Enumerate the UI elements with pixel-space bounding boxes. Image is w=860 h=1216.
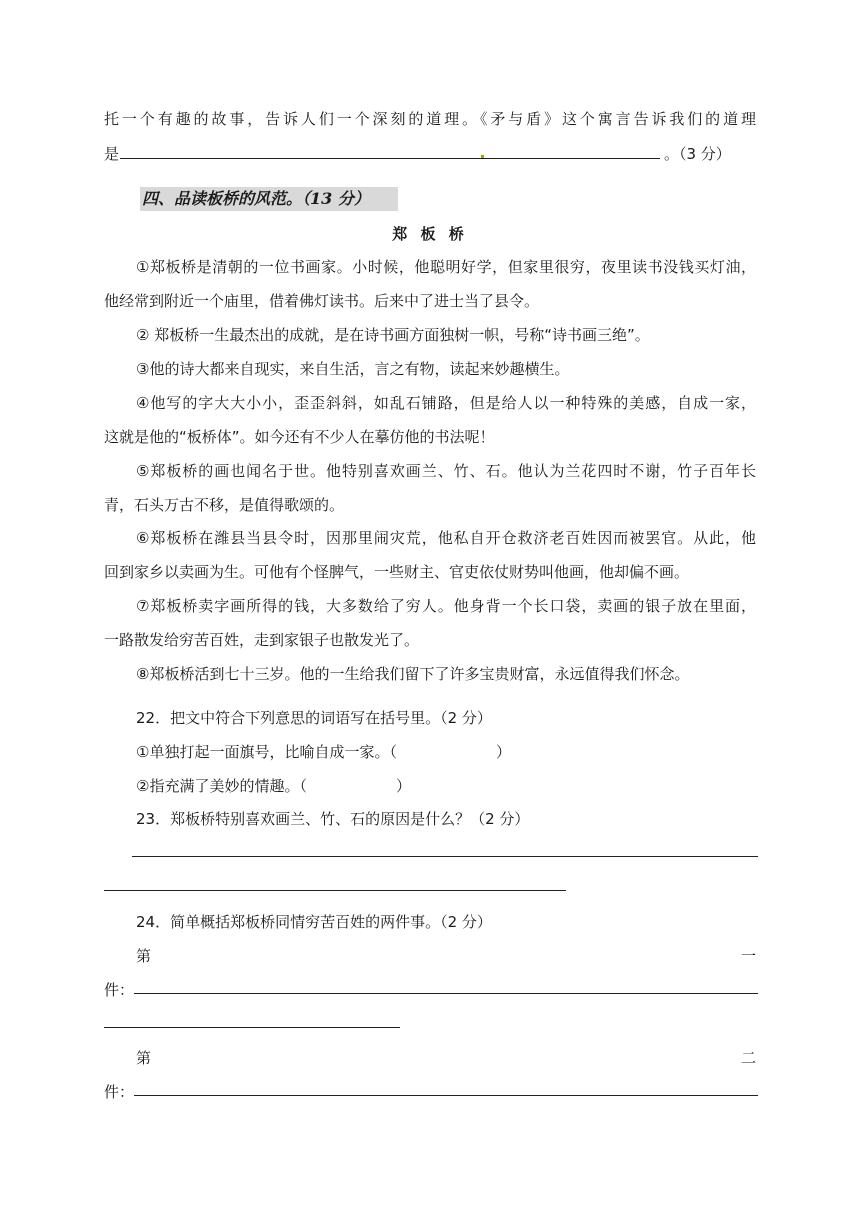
answer-box-22-a[interactable] xyxy=(428,740,494,764)
article-title: 郑 板 桥 xyxy=(392,225,468,243)
answer-line-23-a[interactable] xyxy=(132,856,758,857)
yellow-marker xyxy=(481,155,484,158)
intro-line-2-suffix: 。（3 分） xyxy=(664,145,731,163)
paragraph-5-line-1: ⑤郑板桥的画也闻名于世。他特别喜欢画兰、竹、石。他认为兰花四时不谢，竹子百年长 xyxy=(136,462,756,480)
question-22-a: ①单独打起一面旗号，比喻自成一家。（ xyxy=(136,743,397,761)
question-24-first-left: 第 xyxy=(136,947,152,965)
paragraph-6-line-1: ⑥郑板桥在潍县当县令时，因那里闹灾荒，他私自开仓救济老百姓因而被罢官。从此，他 xyxy=(136,529,756,547)
answer-line-24-first-a[interactable] xyxy=(134,993,758,994)
question-24-second-left: 第 xyxy=(136,1049,152,1067)
answer-line-23-b[interactable] xyxy=(104,890,566,891)
question-24-second-right: 二 xyxy=(741,1049,757,1067)
paragraph-4-line-2: 这就是他的“板桥体”。如今还有不少人在摹仿他的书法呢！ xyxy=(104,428,495,446)
question-24: 24．简单概括郑板桥同情穷苦百姓的两件事。（2 分） xyxy=(136,913,492,931)
intro-line-1: 托一个有趣的故事，告诉人们一个深刻的道理。《矛与盾》这个寓言告诉我们的道理 xyxy=(104,110,756,128)
question-24-first-label: 件： xyxy=(104,981,135,999)
paragraph-2: ② 郑板桥一生最杰出的成就，是在诗书画方面独树一帜，号称“诗书画三绝”。 xyxy=(136,326,650,344)
answer-line-24-first-b[interactable] xyxy=(104,1027,400,1028)
question-24-second-label: 件： xyxy=(104,1083,135,1101)
question-23: 23．郑板桥特别喜欢画兰、竹、石的原因是什么？（2 分） xyxy=(136,810,530,828)
question-22-b-close: ） xyxy=(396,777,412,795)
section-heading: 四、品读板桥的风范。（13 分） xyxy=(140,187,398,211)
question-22: 22．把文中符合下列意思的词语写在括号里。（2 分） xyxy=(136,709,492,727)
question-22-b: ②指充满了美妙的情趣。（ xyxy=(136,777,307,795)
paragraph-1-line-2: 他经常到附近一个庙里，借着佛灯读书。后来中了进士当了县令。 xyxy=(104,292,540,310)
answer-line-24-second[interactable] xyxy=(134,1095,758,1096)
question-24-first-right: 一 xyxy=(741,947,757,965)
intro-line-2-prefix: 是 xyxy=(104,145,120,163)
paragraph-4-line-1: ④他写的字大大小小，歪歪斜斜，如乱石铺路，但是给人以一种特殊的美感，自成一家， xyxy=(136,394,756,412)
paragraph-6-line-2: 回到家乡以卖画为生。可他有个怪脾气，一些财主、官吏依仗财势叫他画，他却偏不画。 xyxy=(104,563,690,581)
answer-box-22-b[interactable] xyxy=(330,774,394,798)
paragraph-3: ③他的诗大都来自现实，来自生活，言之有物，读起来妙趣横生。 xyxy=(136,360,570,378)
paragraph-7-line-1: ⑦郑板桥卖字画所得的钱，大多数给了穷人。他身背一个长口袋，卖画的银子放在里面， xyxy=(136,597,756,615)
question-22-a-close: ） xyxy=(496,743,512,761)
paragraph-7-line-2: 一路散发给穷苦百姓，走到家银子也散发光了。 xyxy=(104,631,420,649)
paragraph-8: ⑧郑板桥活到七十三岁。他的一生给我们留下了许多宝贵财富，永远值得我们怀念。 xyxy=(136,665,690,683)
paragraph-1-line-1: ①郑板桥是清朝的一位书画家。小时候，他聪明好学，但家里很穷，夜里读书没钱买灯油， xyxy=(136,258,756,276)
answer-line-moral[interactable] xyxy=(120,158,660,159)
paragraph-5-line-2: 青，石头万古不移，是值得歌颂的。 xyxy=(104,496,345,514)
